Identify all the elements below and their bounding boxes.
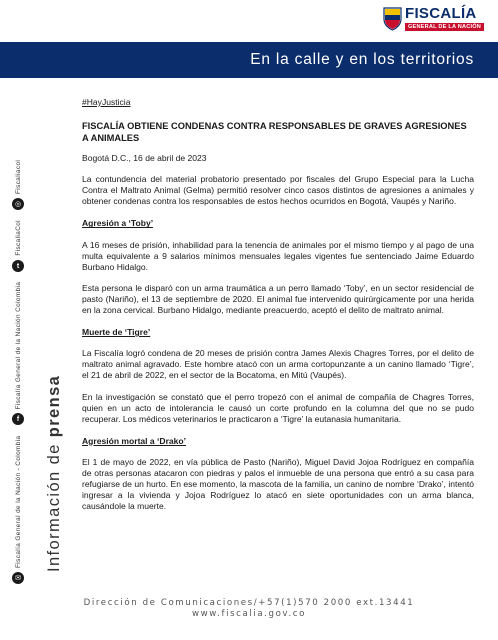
- instagram-icon: ◎: [12, 198, 24, 210]
- facebook-icon: f: [12, 413, 24, 425]
- page-header: [0, 0, 498, 40]
- sidebar-title: [36, 92, 72, 572]
- section-title-tigre: Muerte de ‘Tigre’: [82, 327, 151, 338]
- social-item-web[interactable]: [12, 435, 24, 584]
- sidebar-title-light: Información de: [44, 437, 63, 572]
- sidebar-title-bold: prensa: [44, 374, 63, 438]
- paragraph: La Fiscalía logró condena de 20 meses de prisión contra James Alexis Chagres Torres, por el delito de maltrato animal agravado. Este hombre atacó con un arma cortopunzante a un canino llamado ‘Tigre’, el 21 de abril de 2022, en el sector de la Bocatoma, en Mitú (Vaupés).: [82, 348, 474, 381]
- section-title-drako: Agresión mortal a ‘Drako’: [82, 435, 187, 446]
- logo-name: FISCALÍA: [405, 5, 477, 22]
- social-item-facebook[interactable]: [12, 282, 24, 426]
- footer-contact: Dirección de Comunicaciones/+57(1)570 2000 ext.13441: [83, 598, 415, 608]
- page-footer: [0, 598, 498, 619]
- article-dateline: Bogotá D.C., 16 de abril de 2023: [82, 153, 207, 164]
- paragraph: En la investigación se constató que el perro tropezó con el animal de compañía de Chagres Torres, quien en un acto de intolerancia le causó un corte profundo en la columna del que no se pudo recuperar. Los médicos veterinarios le practicaron a ‘Tigre’ la eutanasia humanitaria.: [82, 391, 474, 424]
- social-label: Fiscaliacol: [14, 159, 22, 195]
- web-icon: ✉: [12, 572, 24, 584]
- section-title-toby: Agresión a ‘Toby’: [82, 218, 154, 229]
- social-label: Fiscalía General de la Nación Colombia: [14, 281, 22, 410]
- article-headline: FISCALÍA OBTIENE CONDENAS CONTRA RESPONSABLES DE GRAVES AGRESIONES A ANIMALES: [82, 121, 467, 144]
- paragraph: Esta persona le disparó con un arma traumática a un perro llamado ‘Toby’, en un sector residencial de pasto (Nariño), el 13 de septiembre de 2020. El animal fue intervenido quirúrgicamente por una herida en la zona cervical. Burbano Hidalgo, mediante preacuerdo, aceptó el delito de maltrato animal.: [82, 282, 474, 316]
- twitter-icon: t: [12, 260, 24, 272]
- footer-website-link[interactable]: www.fiscalia.gov.co: [192, 609, 306, 619]
- logo-subtitle: GENERAL DE LA NACIÓN: [405, 23, 484, 31]
- social-links: [0, 92, 36, 592]
- fiscalia-logo[interactable]: [383, 6, 484, 31]
- paragraph: A 16 meses de prisión, inhabilidad para la tenencia de animales por el mismo tiempo y al pago de una multa equivalente a 9 salarios mínimos mensuales legales vigentes fue sentenciado Jaime Eduardo Burbano Hidalgo.: [82, 239, 474, 272]
- paragraph: El 1 de mayo de 2022, en vía pública de Pasto (Nariño), Miguel David Jojoa Rodríguez en compañía de otras personas atacaron con piedras y palos el inmueble de una persona que entró a su casa para refugiarse de un hurto. En ese momento, la mascota de la familia, un canino de nombre ‘Drako’, intentó ingresar a la vivienda y Jojoa Rodríguez lo atacó en siete oportunidades con un arma blanca, causándole la muerte.: [82, 456, 474, 512]
- social-item-twitter[interactable]: [12, 220, 24, 272]
- social-label: Fiscalía General de la Nación - Colombia: [14, 435, 22, 568]
- article-body: [82, 97, 474, 512]
- article-hashtag[interactable]: #HayJusticia: [82, 97, 131, 107]
- slogan-banner: [0, 42, 498, 78]
- shield-icon: [383, 7, 402, 31]
- social-item-instagram[interactable]: [12, 160, 24, 210]
- article-intro: La contundencia del material probatorio presentado por fiscales del Grupo Especial para la Lucha Contra el Maltrato Animal (Gelma) permitió resolver cinco casos distintos de agresiones a animales y obtener condenas contra los responsables de estos hechos ocurridos en Bogotá, Vaupés y Nariño.: [82, 174, 474, 207]
- social-label: FiscaliaCol: [14, 220, 22, 256]
- banner-slogan: En la calle y en los territorios: [250, 51, 474, 68]
